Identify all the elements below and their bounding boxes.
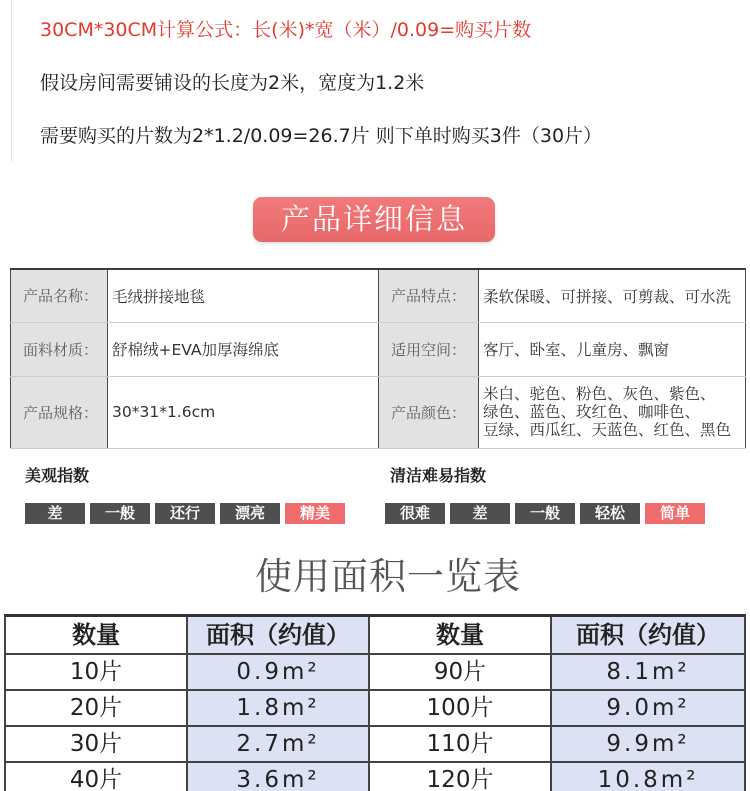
quantity-cell: 100片	[370, 691, 552, 725]
detail-label-colors: 产品颜色：	[379, 376, 479, 448]
detail-label-features: 产品特点：	[379, 269, 479, 322]
details-row	[11, 376, 746, 448]
rating-option: 轻松	[580, 503, 640, 524]
detail-label-size: 产品规格：	[11, 376, 108, 448]
cleaning-rating-scale	[385, 503, 705, 524]
quantity-cell: 30片	[6, 727, 188, 761]
table-row	[6, 763, 744, 791]
area-cell: 2.7m²	[188, 727, 370, 761]
detail-value-material: 舒棉绒+EVA加厚海绵底	[108, 322, 379, 376]
quantity-cell: 120片	[370, 763, 552, 791]
table-row	[6, 727, 744, 763]
rating-option: 差	[450, 503, 510, 524]
area-cell: 9.9m²	[552, 727, 744, 761]
details-table	[10, 268, 746, 449]
appearance-rating-title: 美观指数	[25, 466, 90, 485]
details-banner: 产品详细信息	[253, 197, 495, 242]
color-list-line: 米白、驼色、粉色、灰色、紫色、	[483, 385, 716, 403]
area-table-title: 使用面积一览表	[255, 555, 521, 598]
formula-line-2: 假设房间需要铺设的长度为2米，宽度为1.2米	[40, 72, 425, 94]
detail-value-size: 30*31*1.6cm	[108, 376, 379, 448]
formula-line-3: 需要购买的片数为2*1.2/0.09=26.7片 则下单时购买3件（30片）	[40, 125, 603, 147]
quantity-cell: 110片	[370, 727, 552, 761]
header-area: 面积（约值）	[188, 617, 370, 653]
area-cell: 0.9m²	[188, 655, 370, 689]
detail-value-features: 柔软保暖、可拼接、可剪裁、可水洗	[479, 269, 746, 322]
area-table-header	[6, 617, 744, 655]
formula-line-1: 30CM*30CM计算公式：长(米)*宽（米）/0.09=购买片数	[40, 19, 532, 41]
left-divider	[11, 0, 12, 162]
rating-option-selected: 简单	[645, 503, 705, 524]
color-list-line: 豆绿、西瓜红、天蓝色、红色、黑色	[483, 421, 732, 439]
rating-option-selected: 精美	[285, 503, 345, 524]
rating-option: 很难	[385, 503, 445, 524]
area-cell: 8.1m²	[552, 655, 744, 689]
table-row	[6, 691, 744, 727]
header-area: 面积（约值）	[552, 617, 744, 653]
appearance-rating-scale	[25, 503, 345, 524]
area-cell: 9.0m²	[552, 691, 744, 725]
area-cell: 1.8m²	[188, 691, 370, 725]
rating-option: 一般	[90, 503, 150, 524]
detail-label-name: 产品名称：	[11, 269, 108, 322]
detail-label-rooms: 适用空间：	[379, 322, 479, 376]
details-row	[11, 322, 746, 376]
area-table	[4, 614, 746, 791]
color-list-line: 绿色、蓝色、玫红色、咖啡色、	[483, 403, 701, 421]
rating-option: 还行	[155, 503, 215, 524]
header-quantity: 数量	[370, 617, 552, 653]
area-cell: 10.8m²	[552, 763, 744, 791]
header-quantity: 数量	[6, 617, 188, 653]
detail-value-rooms: 客厅、卧室、儿童房、飘窗	[479, 322, 746, 376]
details-row	[11, 269, 746, 322]
rating-option: 漂亮	[220, 503, 280, 524]
quantity-cell: 90片	[370, 655, 552, 689]
area-cell: 3.6m²	[188, 763, 370, 791]
quantity-cell: 40片	[6, 763, 188, 791]
table-row	[6, 655, 744, 691]
rating-option: 一般	[515, 503, 575, 524]
quantity-cell: 20片	[6, 691, 188, 725]
cleaning-rating-title: 清洁难易指数	[390, 466, 487, 485]
detail-label-material: 面料材质：	[11, 322, 108, 376]
detail-value-colors	[479, 376, 746, 448]
quantity-cell: 10片	[6, 655, 188, 689]
rating-option: 差	[25, 503, 85, 524]
detail-value-name: 毛绒拼接地毯	[108, 269, 379, 322]
